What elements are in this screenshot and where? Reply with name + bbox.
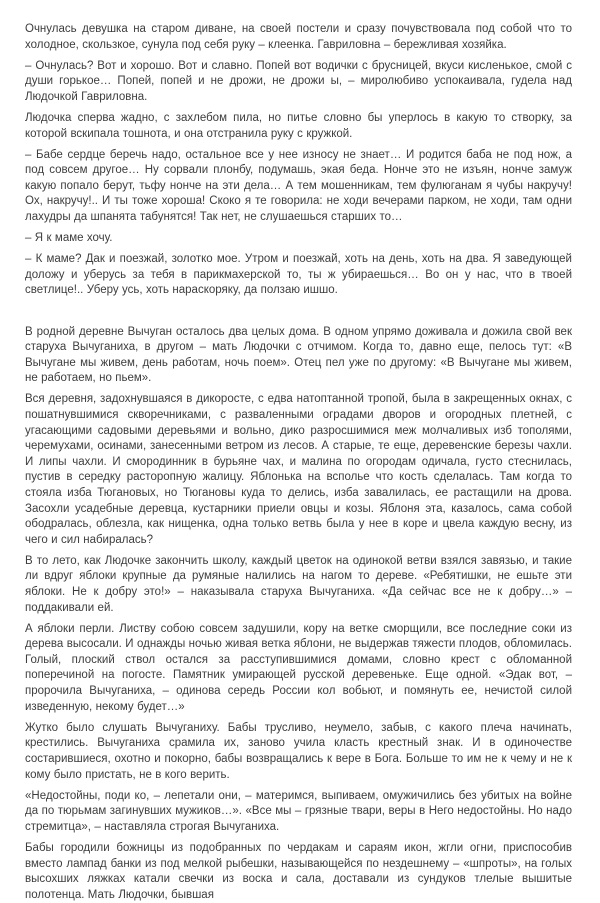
paragraph-12: «Недостойны, поди ко, – лепетали они, – материмся, выпиваем, омужичились без убитых на войне да по тюрьмам загинувших мужиков…». «Все мы – грязные твари, веры в Него недостойны. Но надо стремитца», – наставляла строгая Вычуганиха. — [25, 789, 572, 833]
paragraph-9: В то лето, как Людочке закончить школу, каждый цветок на одинокой ветви взялся завязью, и такие ли вдруг яблоки крупные да румяные налились на нагом то дереве. «Ребятишки, не ешьте эти яблоки. Не к добру это!» – наказывала старуха Вычуганиха. «Да сейчас все не к добру…» – поддакивали ей. — [25, 554, 572, 614]
paragraph-11: Жутко было слушать Вычуганиху. Бабы трусливо, неумело, забыв, с какого плеча начинать, крестились. Вычуганиха срамила их, заново учила класть крестный знак. И в одиночестве состарившиеся, охотно и покорно, бабы возвращались к вере в Бога. Больше то им не к чему и не к кому было пристать, не в кого верить. — [25, 721, 572, 781]
paragraph-8: Вся деревня, задохнувшаяся в дикоросте, с едва натоптанной тропой, была в закрещенных окнах, с пошатнувшимися скворечниками, с разваленными оградами дворов и огородных плетней, с угасающими садовыми деревьями и вольно, дико разросшимися меж молчаливых изб тополями, черемухами, осинами, занесенными ветром из лесов. А старые, те еще, деревенские березы чахли. И липы чахли. И смородинник в бурьяне чах, и малина по огородам одичала, густо стеснилась, пустив в середку расторопную жалицу. Яблонька на всполье что кость сделалась. Там когда то стояла изба Тюгановых, но Тюгановы куда то делись, изба завалилась, ее растащили на дрова. Засохли усадебные деревца, кустарники приели овцы и козы. Яблоня эта, казалось, сама собой ободралась, облезла, как нищенка, одна только ветвь была у нее в коре и цвела каждую весну, из чего и сил набиралась? — [25, 393, 572, 546]
paragraph-5: – Я к маме хочу. — [25, 232, 113, 245]
paragraph-10: А яблоки перли. Листву собою совсем задушили, кору на ветке сморщили, все последние соки из дерева высосали. И однажды ночью живая ветка яблони, не выдержав тяжести плодов, обломилась. Голый, плоский ствол остался за расступившимися домами, словно крест с обломанной поперечиной на погосте. Памятник умирающей русской деревеньке. Еще одной. «Эдак вот, – пророчила Вычуганиха, – одинова середь России кол вобьют, и помянуть ее, нечистой силой изведенную, некому будет…» — [25, 622, 572, 713]
paragraph-1: Очнулась девушка на старом диване, на своей постели и сразу почувствовала под собой что то холодное, скользкое, сунула под себя руку – клеенка. Гавриловна – бережливая хозяйка. — [25, 23, 572, 51]
paragraph-7: В родной деревне Вычуган осталось два целых дома. В одном упрямо доживала и дожила свой век старуха Вычуганиха, в другом – мать Людочки с отчимом. Когда то, давно еще, пелось тут: «В Вычугане мы живем, день работам, ночь поем». Отец пел уже по другому: «В Вычугане мы живем, не работаем, но пьем». — [25, 325, 572, 385]
paragraph-3: Людочка сперва жадно, с захлебом пила, но питье словно бы уперлось в какую то створку, за которой вскипала тошнота, и она отстранила руку с кружкой. — [25, 111, 572, 140]
paragraph-13: Бабы городили божницы из подобранных по чердакам и сараям икон, жгли огни, приспособив вместо лампад банки из под мелкой рыбешки, называющейся по нездешнему – «шпроты», на голых высохших ляжках катали свечки из воска и сала, доставали из сундуков тлелые вышитые полотенца. Мать Людочки, бывшая — [25, 841, 572, 901]
paragraph-4: – Бабе сердце беречь надо, остальное все у нее износу не знает… И родится баба не под нож, а под совсем другое… Ну сорвали плонбу, подумашь, экая беда. Нонче это не изъян, нонче замуж какую попало берут, тьфу нонче на эти дела… А тем мошенникам, тем фулюганам я чубы накручу! Ох, накручу!.. И ты тоже хороша! Скоко я те говорила: не ходи вечерами парком, не ходи, там одни лахудры да шпанята табунятся! Так нет, не слушаешься старших то… — [25, 148, 572, 224]
section-break — [25, 305, 572, 325]
paragraph-6: – К маме? Дак и поезжай, золотко мое. Утром и поезжай, хоть на день, хоть на два. Я заведующей доложу и уберусь за тебя в парикмахерской то, ты ж убираешься… Во он у нас, что в твоей светлице!.. Уберу усь, хоть нараскоряку, да ползаю ишшо. — [25, 253, 572, 297]
paragraph-2: – Очнулась? Вот и хорошо. Вот и славно. Попей вот водички с брусницей, вкуси кисленькое, смой с души горькое… Попей, попей и не дрожи, не дрожи ы, – миролюбиво успокаивала, гудела над Людочкой Гавриловна. — [25, 59, 572, 103]
